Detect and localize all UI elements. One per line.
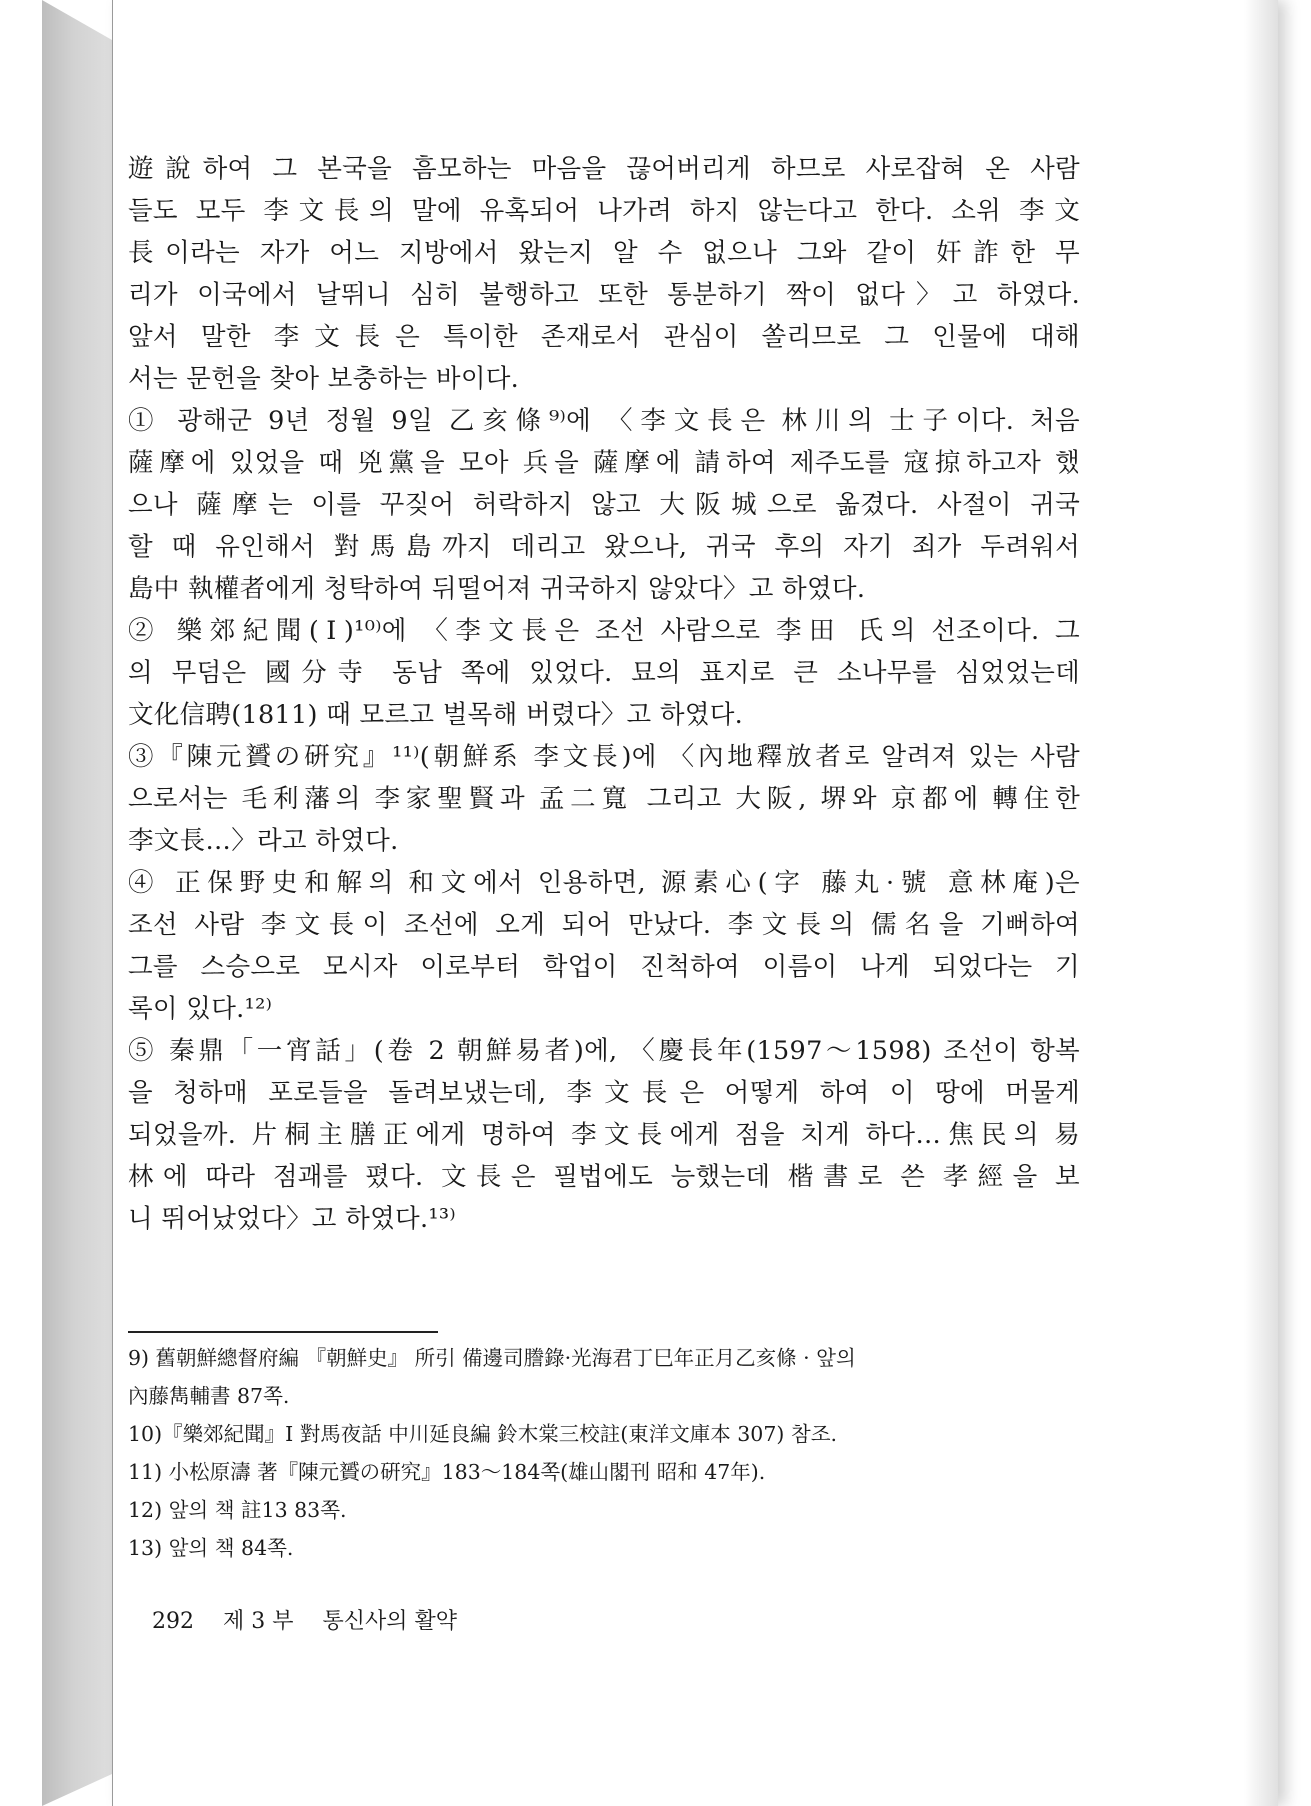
page-edge-shadow [1244,0,1278,1806]
text-line: ④ 正保野史和解의 和文에서 인용하면, 源素心(字 藤丸·號 意林庵)은 [128,868,1080,898]
part-label: 제 3 부 [223,1609,294,1634]
text-line: 리가 이국에서 날뛰니 심히 불행하고 또한 통분하기 짝이 없다〉고 하였다. [128,280,1080,310]
footnote-line: 9) 舊朝鮮總督府編 『朝鮮史』 所引 備邊司謄錄·光海君丁巳年正月乙亥條 · 앞의 [128,1346,856,1370]
main-text [128,148,1080,1240]
text-line: 으로서는 毛利藩의 李家聖賢과 孟二寬 그리고 大阪, 堺와 京都에 轉住한 [128,784,1080,814]
page-footer [152,1604,479,1635]
text-line: 薩摩에 있었을 때 兇黨을 모아 兵을 薩摩에 請하여 제주도를 寇掠하고자 했 [128,448,1080,478]
text-line: 록이 있다.¹²⁾ [128,994,273,1024]
text-line: 조선 사람 李文長이 조선에 오게 되어 만났다. 李文長의 儒名을 기뻐하여 [128,910,1080,940]
text-line: 文化信聘(1811) 때 모르고 벌목해 버렸다〉고 하였다. [128,700,744,730]
text-line: ② 樂郊紀聞(Ⅰ)¹⁰⁾에 〈李文長은 조선 사람으로 李田 氏의 선조이다. 그 [128,616,1080,646]
text-line: 島中 執權者에게 청탁하여 뒤떨어져 귀국하지 않았다〉고 하였다. [128,574,866,604]
footnote-line: 12) 앞의 책 註13 83쪽. [128,1498,347,1522]
text-line: 앞서 말한 李文長은 특이한 존재로서 관심이 쏠리므로 그 인물에 대해 [128,322,1080,352]
text-line: ③『陳元贇の硏究』¹¹⁾(朝鮮系 李文長)에 〈內地釋放者로 알려져 있는 사람 [128,742,1080,772]
spine-top-bevel [42,0,112,40]
text-line: 들도 모두 李文長의 말에 유혹되어 나가려 하지 않는다고 한다. 소위 李文 [128,196,1080,226]
footnote-line: 內藤雋輔書 87쪽. [128,1384,290,1408]
footnote-line: 13) 앞의 책 84쪽. [128,1536,294,1560]
text-line: 遊說하여 그 본국을 흠모하는 마음을 끊어버리게 하므로 사로잡혀 온 사람 [128,154,1080,184]
text-line: 그를 스승으로 모시자 이로부터 학업이 진척하여 이름이 나게 되었다는 기 [128,952,1080,982]
text-line: 李文長…〉라고 하였다. [128,826,399,856]
text-line: 으나 薩摩는 이를 꾸짖어 허락하지 않고 大阪城으로 옮겼다. 사절이 귀국 [128,490,1080,520]
spine-bottom-bevel [42,1774,112,1806]
section-title: 통신사의 활약 [322,1609,458,1634]
page-number: 292 [152,1609,194,1634]
footnote-line: 10)『樂郊紀聞』Ⅰ 對馬夜話 中川延良編 鈴木棠三校註(東洋文庫本 307) 참조. [128,1422,838,1446]
text-line: ⑤ 秦鼎「一宵話」(卷 2 朝鮮易者)에, 〈慶長年(1597～1598) 조선이 항복 [128,1036,1080,1066]
text-line: ① 광해군 9년 정월 9일 乙亥條⁹⁾에 〈李文長은 林川의 士子이다. 처음 [128,406,1080,436]
footnotes [128,1331,1080,1567]
text-line: 長이라는 자가 어느 지방에서 왔는지 알 수 없으나 그와 같이 奸詐한 무 [128,238,1080,268]
text-line: 할 때 유인해서 對馬島까지 데리고 왔으나, 귀국 후의 자기 죄가 두려워서 [128,532,1080,562]
book-spine [42,0,112,1806]
footnote-line: 11) 小松原濤 著『陳元贇の硏究』183～184쪽(雄山閣刊 昭和 47年). [128,1460,766,1484]
text-line: 을 청하매 포로들을 돌려보냈는데, 李文長은 어떻게 하여 이 땅에 머물게 [128,1078,1080,1108]
text-line: 니 뛰어났었다〉고 하였다.¹³⁾ [128,1204,456,1234]
text-line: 의 무덤은 國分寺 동남 쪽에 있었다. 묘의 표지로 큰 소나무를 심었었는데 [128,658,1080,688]
footnote-rule [128,1331,438,1333]
text-line: 되었을까. 片桐主膳正에게 명하여 李文長에게 점을 치게 하다…焦民의 易 [128,1120,1080,1150]
text-line: 林에 따라 점괘를 폈다. 文長은 필법에도 능했는데 楷書로 쓴 孝經을 보 [128,1162,1080,1192]
text-line: 서는 문헌을 찾아 보충하는 바이다. [128,364,520,394]
